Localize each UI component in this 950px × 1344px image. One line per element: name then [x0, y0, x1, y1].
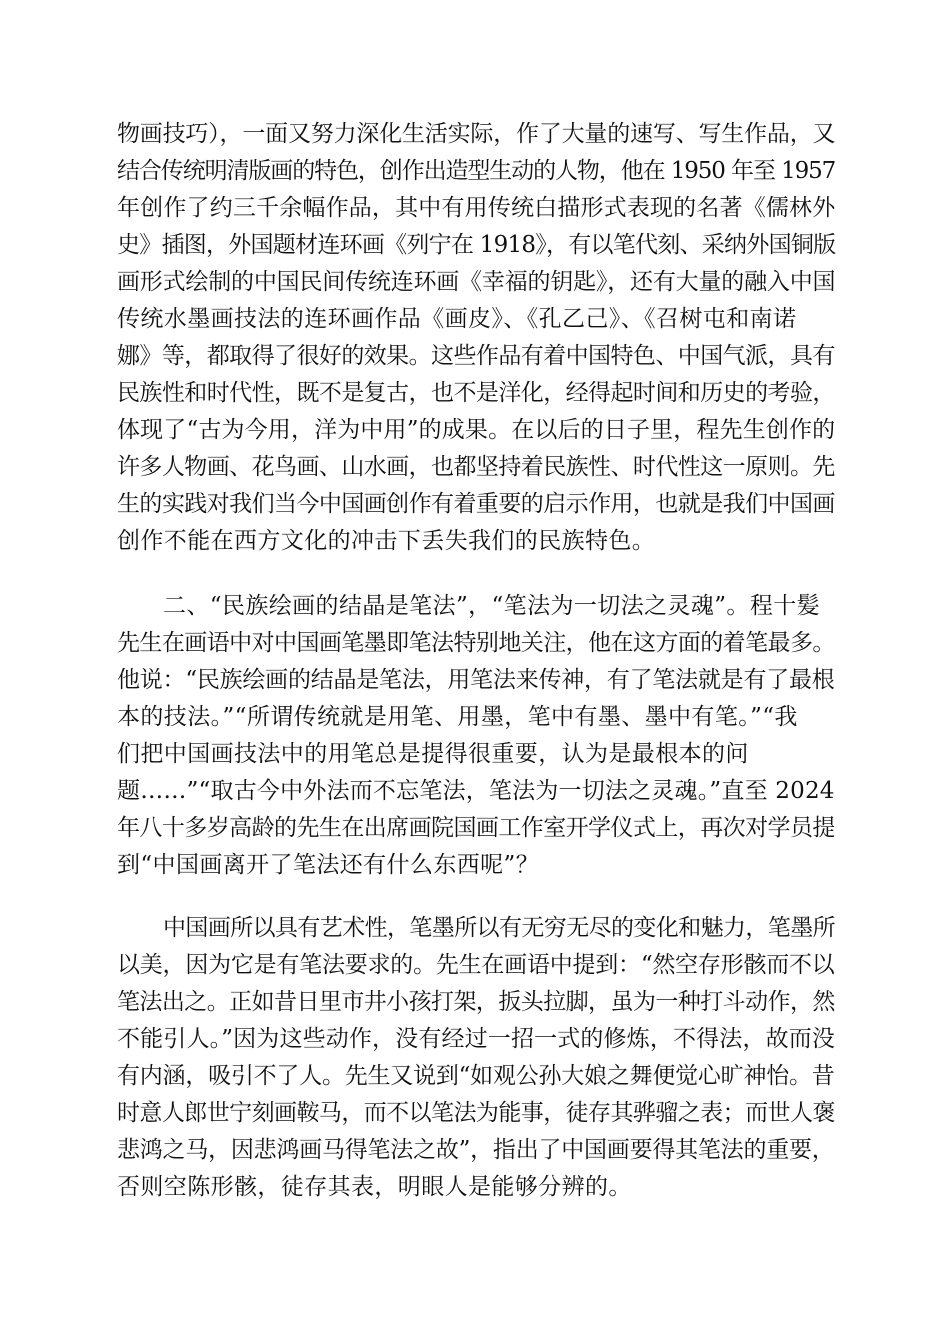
paragraph-3-line-3: 笔法出之。正如昔日里市井小孩打架，扳头拉脚，虽为一种打斗动作，然 [117, 989, 835, 1015]
paragraph-2-line-1: 二、“民族绘画的结晶是笔法”，“笔法为一切法之灵魂”。程十髪 [163, 593, 821, 619]
paragraph-2-line-4: 本的技法。”“所谓传统就是用笔、用墨，笔中有墨、墨中有笔。”“我 [117, 704, 798, 730]
paragraph-1-line-6: 传统水墨画技法的连环画作品《画皮》、《孔乙己》、《召树屯和南诺 [117, 306, 797, 332]
paragraph-1-line-4: 史》插图，外国题材连环画《列宁在 1918》，有以笔代刻、采纳外国铜版 [117, 232, 836, 258]
paragraph-2-line-8: 到“中国画离开了笔法还有什么东西呢”？ [117, 852, 540, 878]
paragraph-3-line-2: 以美，因为它是有笔法要求的。先生在画语中提到：“然空存形骸而不以 [117, 952, 835, 978]
paragraph-1-line-11: 生的实践对我们当今中国画创作有着重要的启示作用，也就是我们中国画 [117, 491, 835, 517]
paragraph-1-line-9: 体现了“古为今用，洋为中用”的成果。在以后的日子里，程先生创作的 [117, 417, 836, 443]
paragraph-1-line-10: 许多人物画、花鸟画、山水画，也都坚持着民族性、时代性这一原则。先 [117, 454, 835, 480]
paragraph-1-line-2: 结合传统明清版画的特色，创作出造型生动的人物，他在 1950 年至 1957 [117, 158, 836, 184]
paragraph-2-line-6: 题……”“取古今中外法而不忘笔法，笔法为一切法之灵魂。”直至 2024 [117, 778, 835, 804]
paragraph-3-line-4: 不能引人。”因为这些动作，没有经过一招一式的修炼，不得法，故而没 [117, 1026, 836, 1052]
paragraph-1-line-1: 物画技巧），一面又努力深化生活实际，作了大量的速写、写生作品，又 [117, 121, 836, 147]
paragraph-1-line-8: 民族性和时代性，既不是复古，也不是洋化，经得起时间和历史的考验， [117, 380, 835, 406]
paragraph-3-line-5: 有内涵，吸引不了人。先生又说到“如观公孙大娘之舞便觉心旷神怡。昔 [117, 1063, 835, 1089]
paragraph-3-line-6: 时意人郎世宁刻画鞍马，而不以笔法为能事，徒存其骅骝之表；而世人褒 [117, 1100, 835, 1126]
paragraph-1-line-5: 画形式绘制的中国民间传统连环画《幸福的钥匙》，还有大量的融入中国 [117, 269, 836, 295]
paragraph-2-line-2: 先生在画语中对中国画笔墨即笔法特别地关注，他在这方面的着笔最多。 [117, 630, 835, 656]
paragraph-1-line-7: 娜》等，都取得了很好的效果。这些作品有着中国特色、中国气派，具有 [117, 343, 835, 369]
paragraph-2-line-5: 们把中国画技法中的用笔总是提得很重要，认为是最根本的问 [117, 741, 749, 767]
paragraph-3-line-8: 否则空陈形骸，徒存其表，明眼人是能够分辨的。 [117, 1174, 632, 1200]
paragraph-2-line-7: 年八十多岁高龄的先生在出席画院国画工作室开学仪式上，再次对学员提 [117, 815, 835, 841]
paragraph-1-line-3: 年创作了约三千余幅作品，其中有用传统白描形式表现的名著《儒林外 [117, 195, 836, 221]
paragraph-2-line-3: 他说：“民族绘画的结晶是笔法，用笔法来传神，有了笔法就是有了最根 [117, 667, 835, 693]
paragraph-3-line-1: 中国画所以具有艺术性，笔墨所以有无穷无尽的变化和魅力，笔墨所 [163, 915, 836, 941]
paragraph-3-line-7: 悲鸿之马，因悲鸿画马得笔法之故”，指出了中国画要得其笔法的重要， [117, 1137, 835, 1163]
paragraph-1-line-12: 创作不能在西方文化的冲击下丢失我们的民族特色。 [117, 528, 656, 554]
